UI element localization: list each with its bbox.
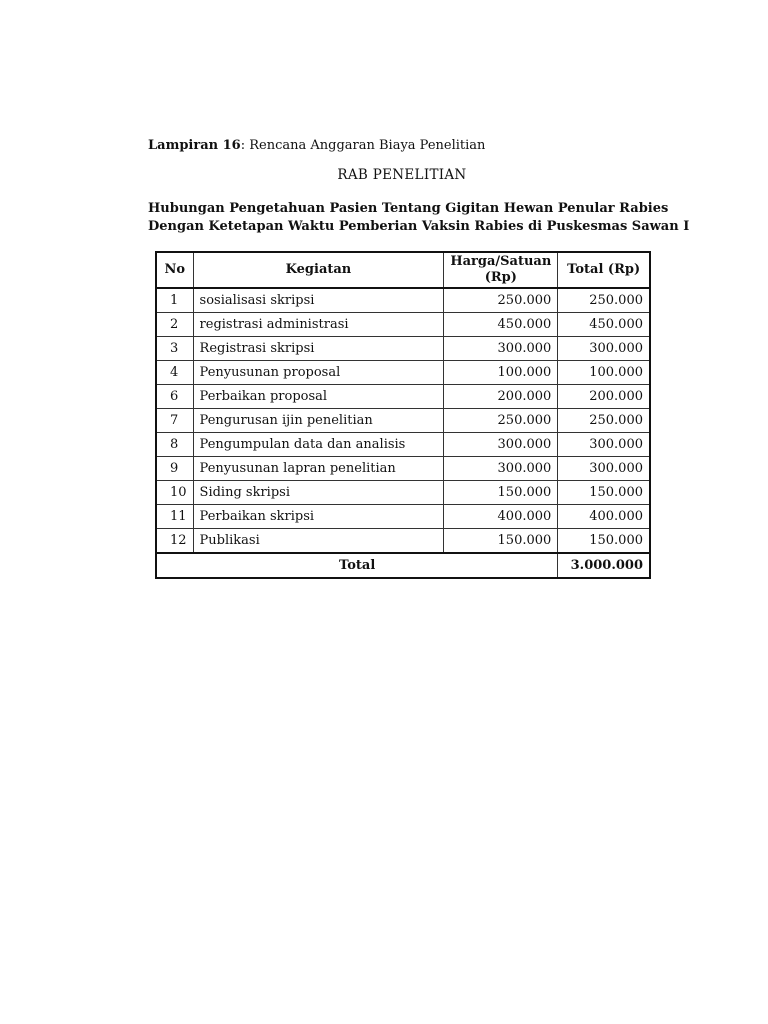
table-body [156,288,650,578]
cell-total: 100.000 [558,361,650,385]
cell-total: 150.000 [558,481,650,505]
cell-kegiatan: Pengurusan ijin penelitian [193,409,444,433]
cell-harga-satuan: 200.000 [444,385,558,409]
cell-harga-satuan: 150.000 [444,529,558,554]
cell-kegiatan: Penyusunan lapran penelitian [193,457,444,481]
table-row [156,288,650,313]
research-title-line-1: Hubungan Pengetahuan Pasien Tentang Gigitan Hewan Penular Rabies [148,201,669,216]
cell-no: 12 [156,529,193,554]
table-row [156,505,650,529]
cell-harga-satuan: 300.000 [444,433,558,457]
cell-no: 11 [156,505,193,529]
cell-no: 7 [156,409,193,433]
cell-harga-satuan: 450.000 [444,313,558,337]
cell-kegiatan: Registrasi skripsi [193,337,444,361]
table-row [156,433,650,457]
cell-total: 250.000 [558,409,650,433]
budget-table [155,251,651,579]
cell-no: 10 [156,481,193,505]
cell-kegiatan: Siding skripsi [193,481,444,505]
cell-total: 150.000 [558,529,650,554]
research-title-line-2: Dengan Ketetapan Waktu Pemberian Vaksin Rabies di Puskesmas Sawan I [148,219,690,234]
cell-no: 9 [156,457,193,481]
table-row [156,337,650,361]
table-row [156,361,650,385]
cell-harga-satuan: 150.000 [444,481,558,505]
cell-kegiatan: Pengumpulan data dan analisis [193,433,444,457]
cell-total: 300.000 [558,337,650,361]
header-kegiatan: Kegiatan [193,252,444,288]
cell-no: 1 [156,288,193,313]
cell-harga-satuan: 250.000 [444,288,558,313]
table-row [156,457,650,481]
cell-harga-satuan: 300.000 [444,457,558,481]
cell-kegiatan: Publikasi [193,529,444,554]
table-row [156,481,650,505]
table-row [156,385,650,409]
table-row [156,313,650,337]
cell-no: 4 [156,361,193,385]
cell-kegiatan: Perbaikan proposal [193,385,444,409]
cell-total: 300.000 [558,457,650,481]
total-value: 3.000.000 [558,553,650,578]
cell-harga-satuan: 300.000 [444,337,558,361]
cell-no: 8 [156,433,193,457]
cell-no: 3 [156,337,193,361]
table-row [156,529,650,554]
cell-total: 450.000 [558,313,650,337]
cell-harga-satuan: 250.000 [444,409,558,433]
header-harga-satuan: Harga/Satuan (Rp) [444,252,558,288]
total-label: Total [156,553,558,578]
cell-kegiatan: Penyusunan proposal [193,361,444,385]
header-no: No [156,252,193,288]
attachment-text: : Rencana Anggaran Biaya Penelitian [240,138,486,153]
attachment-caption [148,138,485,153]
cell-no: 2 [156,313,193,337]
cell-kegiatan: Perbaikan skripsi [193,505,444,529]
cell-no: 6 [156,385,193,409]
cell-kegiatan: sosialisasi skripsi [193,288,444,313]
cell-total: 300.000 [558,433,650,457]
table-header-row [156,252,650,288]
header-total: Total (Rp) [558,252,650,288]
cell-kegiatan: registrasi administrasi [193,313,444,337]
cell-total: 250.000 [558,288,650,313]
cell-harga-satuan: 100.000 [444,361,558,385]
table-total-row [156,553,650,578]
cell-total: 200.000 [558,385,650,409]
cell-total: 400.000 [558,505,650,529]
document-title: RAB PENELITIAN [337,167,467,183]
research-title [148,200,690,236]
table-row [156,409,650,433]
cell-harga-satuan: 400.000 [444,505,558,529]
attachment-label: Lampiran 16 [148,138,241,153]
